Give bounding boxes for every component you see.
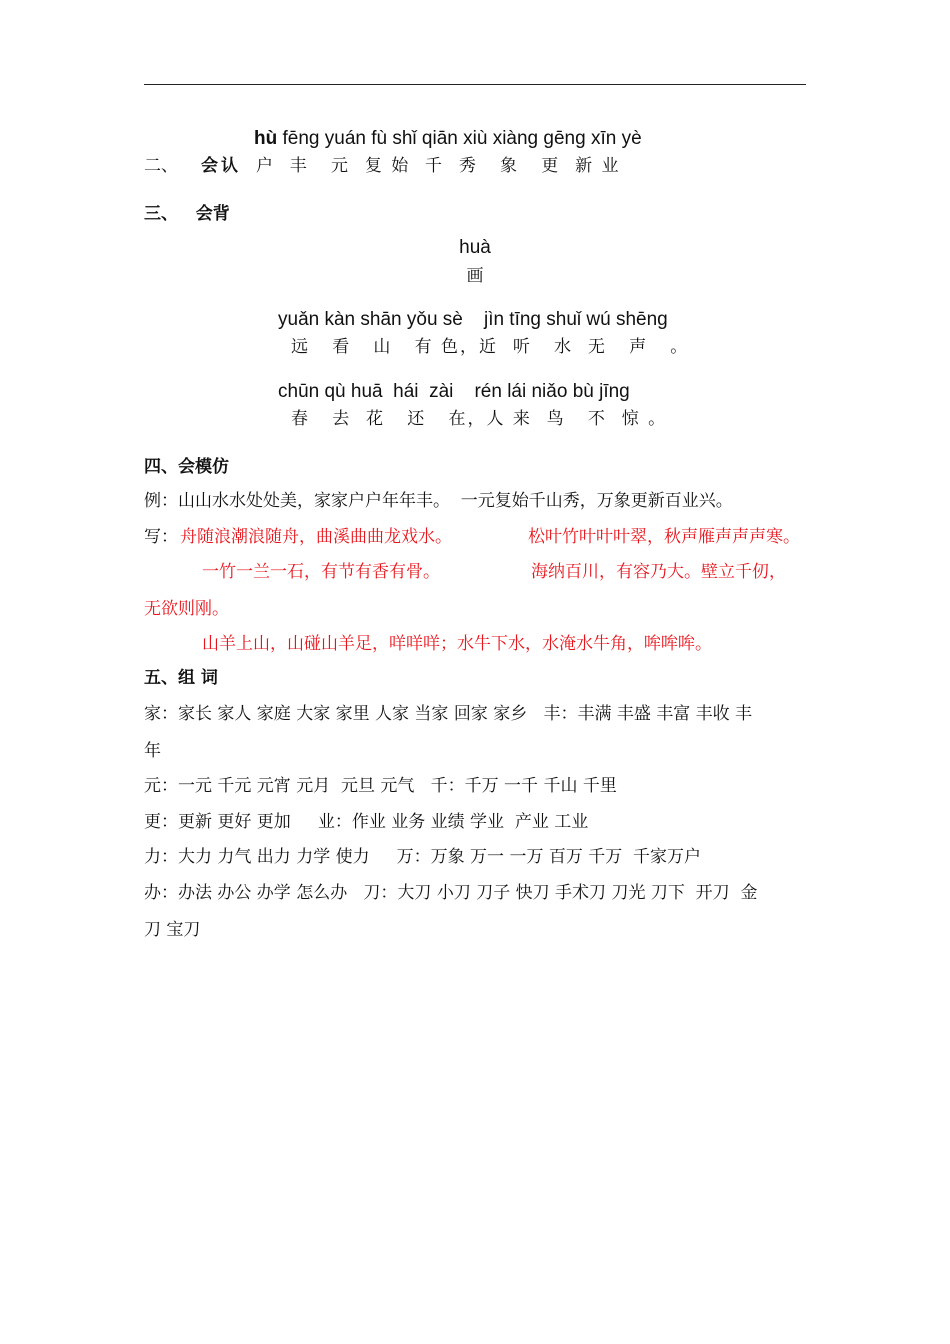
poem-line2: 春 去 花 还 在，人 来 鸟 不 惊 。 [291, 409, 668, 429]
word-line-5: 力：大力 力气 出力 力学 使力 万：万象 万一 一万 百万 千万 千家万户 [144, 847, 702, 867]
s4-heading: 四、会模仿 [144, 457, 229, 477]
poem-line2-pinyin: chūn qù huā hái zài rén lái niǎo bù jīng [278, 381, 630, 402]
s4-write-3: 一竹一兰一石，有节有香有骨。 [202, 562, 440, 582]
s4-write-label: 写： [144, 527, 178, 547]
s4-write-1: 舟随浪潮浪随舟，曲溪曲曲龙戏水。 [180, 527, 452, 547]
s4-write-4: 海纳百川，有容乃大。壁立千仞， [531, 562, 786, 582]
poem-title-pinyin: huà [459, 237, 491, 258]
s2-pinyin-bold: hù [254, 128, 278, 149]
s2-chars: 户 丰 元 复 始 千 秀 象 更 新 业 [256, 156, 621, 176]
s2-number: 二、 [144, 156, 178, 176]
s4-write-5: 无欲则刚。 [144, 599, 229, 619]
s3-heading: 三、 会背 [144, 204, 230, 224]
s2-pinyin-rest: fēng yuán fù shǐ qiān xiù xiàng gēng xīn yè [277, 128, 642, 149]
top-rule [144, 84, 806, 85]
poem-line1-pinyin: yuǎn kàn shān yǒu sè jìn tīng shuǐ wú shēng [278, 309, 668, 330]
s2-label: 会认 [201, 156, 241, 176]
s5-heading: 五、组 词 [144, 668, 218, 688]
word-line-7: 刀 宝刀 [144, 920, 201, 940]
s4-write-2: 松叶竹叶叶叶翠，秋声雁声声声寒。 [528, 527, 800, 547]
poem-line1: 远 看 山 有 色，近 听 水 无 声 。 [291, 337, 690, 357]
word-line-1: 家：家长 家人 家庭 大家 家里 人家 当家 回家 家乡 丰：丰满 丰盛 丰富 丰收 丰 [144, 704, 753, 724]
s4-example: 例：山山水水处处美，家家户户年年丰。 一元复始千山秀，万象更新百业兴。 [144, 491, 733, 511]
word-line-6: 办：办法 办公 办学 怎么办 刀：大刀 小刀 刀子 快刀 手术刀 刀光 刀下 开刀 金 [144, 883, 758, 903]
word-line-3: 元：一元 千元 元宵 元月 元旦 元气 千：千万 一千 千山 千里 [144, 776, 617, 796]
word-line-4: 更：更新 更好 更加 业：作业 业务 业绩 学业 产业 工业 [144, 812, 589, 832]
s4-write-6: 山羊上山，山碰山羊足，咩咩咩；水牛下水，水淹水牛角，哞哞哞。 [202, 634, 712, 654]
s2-pinyin-line [254, 128, 642, 150]
word-line-2: 年 [144, 741, 161, 761]
poem-title: 画 [466, 266, 484, 286]
